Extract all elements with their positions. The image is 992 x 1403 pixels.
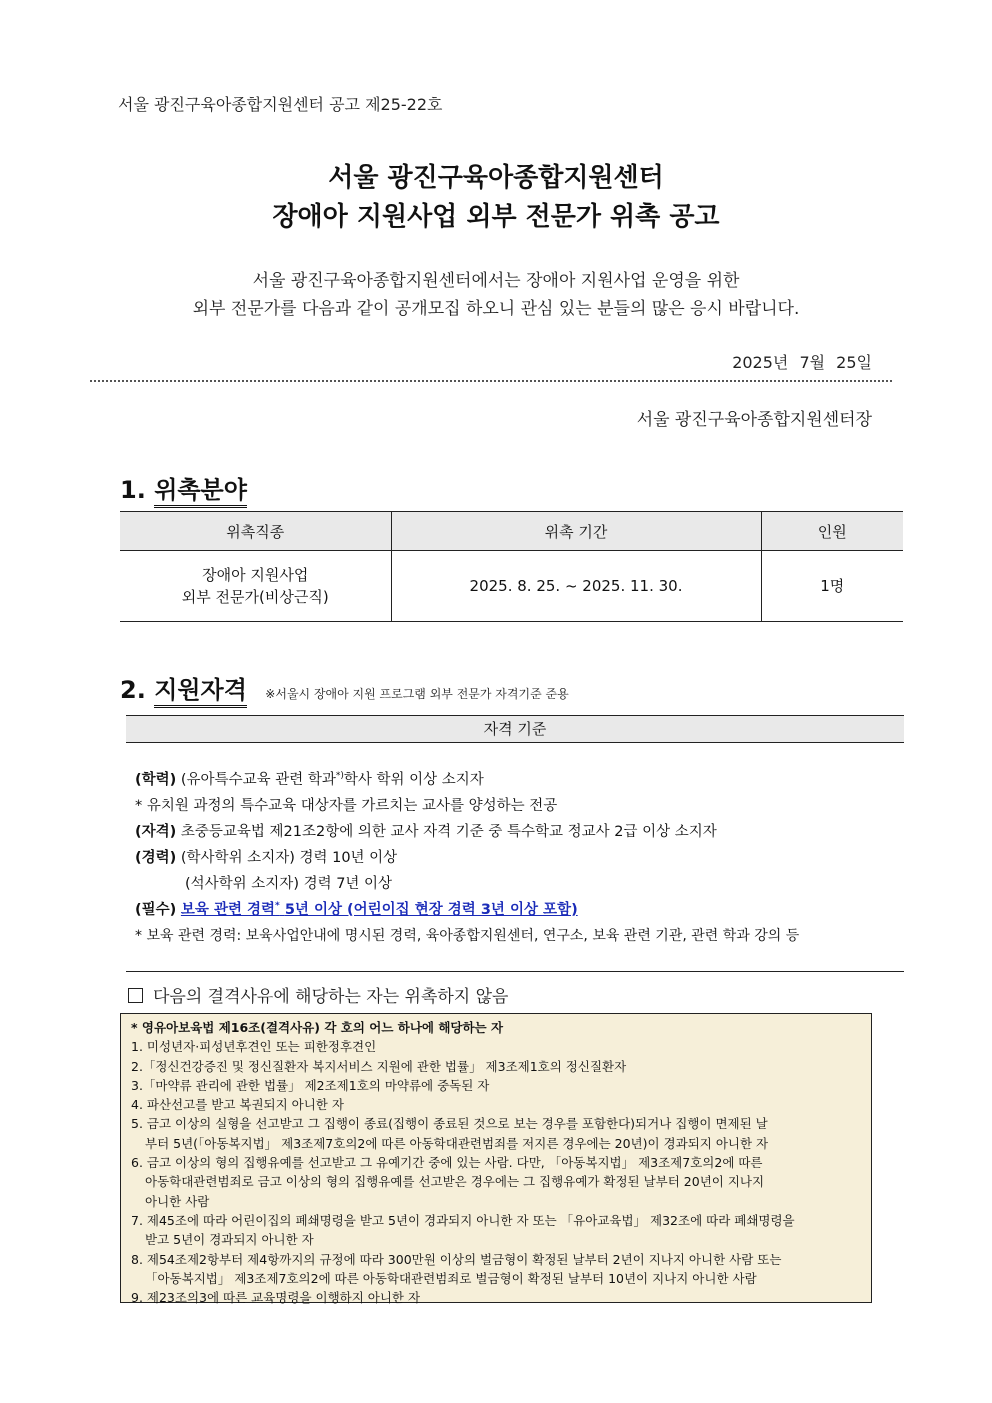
table-header-cell: 위촉 기간 xyxy=(391,512,761,551)
certificate-requirement xyxy=(135,820,717,841)
signer: 서울 광진구육아종합지원센터장 xyxy=(636,410,872,430)
career-requirement xyxy=(135,846,397,867)
education-note: * 유치원 과정의 특수교육 대상자를 가르치는 교사를 양성하는 전공 xyxy=(135,798,558,814)
list-item-line: 8. 제54조제2항부터 제4항까지의 규정에 따라 300만원 이상의 벌금형이 확정된 날부터 2년이 지나지 아니한 사람 또는 xyxy=(131,1251,782,1267)
list-item-line: 6. 금고 이상의 형의 집행유예를 선고받고 그 유예기간 중에 있는 사람. 다만, 「아동복지법」 제3조제7호의2에 따른 xyxy=(131,1155,763,1171)
list-item-line: 4. 파산선고를 받고 복권되지 아니한 자 xyxy=(131,1097,344,1113)
list-item xyxy=(131,1211,861,1250)
list-item xyxy=(131,1057,861,1076)
list-item-line: 1. 미성년자·피성년후견인 또는 피한정후견인 xyxy=(131,1039,377,1055)
education-requirement xyxy=(135,768,484,789)
list-item-line: 9. 제23조의3에 따른 교육명령을 이행하지 아니한 자 xyxy=(131,1290,421,1306)
section-2-note: ※서울시 장애아 지원 프로그램 외부 전문가 자격기준 준용 xyxy=(265,687,569,701)
disqualification-heading xyxy=(128,982,508,1007)
education-label: (학력) xyxy=(135,772,177,788)
education-text-b: 학사 학위 이상 소지자 xyxy=(343,772,484,788)
divider xyxy=(126,971,904,972)
section-2-heading xyxy=(120,670,569,705)
mandatory-text xyxy=(181,902,578,918)
list-item-line: 3.「마약류 관리에 관한 법률」 제2조제1호의 마약류에 중독된 자 xyxy=(131,1077,490,1093)
list-item-line: 아동학대관련범죄로 금고 이상의 형의 집행유예를 선고받은 경우에는 그 집행유예가 확정된 날부터 20년이 지나지 xyxy=(145,1174,765,1190)
list-item-line: 받고 5년이 경과되지 아니한 자 xyxy=(145,1232,314,1248)
table-header-cell: 인원 xyxy=(761,512,903,551)
disqualification-box-title: * 영유아보육법 제16조(결격사유) 각 호의 어느 하나에 해당하는 자 xyxy=(131,1020,504,1035)
period-cell: 2025. 8. 25. ~ 2025. 11. 30. xyxy=(391,551,761,622)
section-1-title: 위촉분야 xyxy=(154,476,247,508)
certificate-text: 초중등교육법 제21조2항에 의한 교사 자격 기준 중 특수학교 정교사 2급 이상 소지자 xyxy=(180,824,717,840)
list-item xyxy=(131,1037,861,1056)
title-line-2: 장애아 지원사업 외부 전문가 위촉 공고 xyxy=(272,202,720,232)
career-note: * 보육 관련 경력: 보육사업안내에 명시된 경력, 육아종합지원센터, 연구소, 보육 관련 기관, 관련 학과 강의 등 xyxy=(135,928,800,944)
list-item xyxy=(131,1095,861,1114)
job-cell xyxy=(120,551,391,622)
mandatory-text-b: 5년 이상 (어린이집 현장 경력 3년 이상 포함) xyxy=(284,902,578,918)
job-line-2: 외부 전문가(비상근직) xyxy=(181,588,329,606)
list-item xyxy=(131,1114,861,1153)
intro-line-2: 외부 전문가를 다음과 같이 공개모집 하오니 관심 있는 분들의 많은 응시 바랍니다. xyxy=(192,299,800,319)
career-text-1: (학사학위 소지자) 경력 10년 이상 xyxy=(180,850,398,866)
checkbox-square-icon xyxy=(128,988,143,1003)
table-header-cell: 위촉직종 xyxy=(120,512,391,551)
career-label: (경력) xyxy=(135,850,177,866)
intro-line-1: 서울 광진구육아종합지원센터에서는 장애아 지원사업 운영을 위한 xyxy=(252,271,740,291)
job-line-1: 장애아 지원사업 xyxy=(202,566,309,584)
mandatory-label: (필수) xyxy=(135,902,177,918)
list-item xyxy=(131,1250,861,1289)
appointment-table xyxy=(120,511,903,622)
list-item-line: 5. 금고 이상의 실형을 선고받고 그 집행이 종료(집행이 종료된 것으로 보는 경우를 포함한다)되거나 집행이 면제된 날 xyxy=(131,1116,768,1132)
section-2-title: 지원자격 xyxy=(154,676,247,708)
mandatory-text-a: 보육 관련 경력 xyxy=(180,902,276,918)
dotted-divider xyxy=(90,380,892,382)
mandatory-requirement xyxy=(135,898,578,919)
disqualification-heading-text: 다음의 결격사유에 해당하는 자는 위촉하지 않음 xyxy=(153,987,509,1007)
list-item xyxy=(131,1076,861,1095)
certificate-label: (자격) xyxy=(135,824,177,840)
announcement-date: 2025년 7월 25일 xyxy=(732,353,872,372)
table-row xyxy=(120,551,903,622)
disqualification-box xyxy=(120,1013,872,1306)
list-item-line: 7. 제45조에 따라 어린이집의 폐쇄명령을 받고 5년이 경과되지 아니한 자 또는 「유아교육법」 제32조에 따라 폐쇄명령을 xyxy=(131,1212,795,1228)
table-header-row xyxy=(120,512,903,551)
notice-number: 서울 광진구육아종합지원센터 공고 제25-22호 xyxy=(118,95,443,114)
list-item-line: 부터 5년(「아동복지법」 제3조제7호의2에 따른 아동학대관련범죄를 저지른 경우에는 20년)이 경과되지 아니한 자 xyxy=(145,1135,769,1151)
list-item xyxy=(131,1288,861,1307)
list-item-line: 「아동복지법」 제3조제7호의2에 따른 아동학대관련범죄로 벌금형이 확정된 날부터 10년이 지나지 아니한 사람 xyxy=(145,1270,757,1286)
list-item-line: 2.「정신건강증진 및 정신질환자 복지서비스 지원에 관한 법률」 제3조제1호의 정신질환자 xyxy=(131,1058,627,1074)
career-text-2: (석사학위 소지자) 경력 7년 이상 xyxy=(185,876,393,892)
education-text-a: (유아특수교육 관련 학과 xyxy=(180,772,336,788)
qualification-header: 자격 기준 xyxy=(126,715,904,743)
mandatory-sup: * xyxy=(275,901,280,912)
section-2-number: 2. xyxy=(120,676,146,704)
count-cell: 1명 xyxy=(761,551,903,622)
list-item xyxy=(131,1153,861,1211)
section-1-number: 1. xyxy=(120,476,146,504)
education-sup: *) xyxy=(335,771,344,782)
section-1-heading xyxy=(120,470,247,505)
list-item-line: 아니한 사람 xyxy=(145,1193,210,1209)
title-line-1: 서울 광진구육아종합지원센터 xyxy=(328,163,664,193)
